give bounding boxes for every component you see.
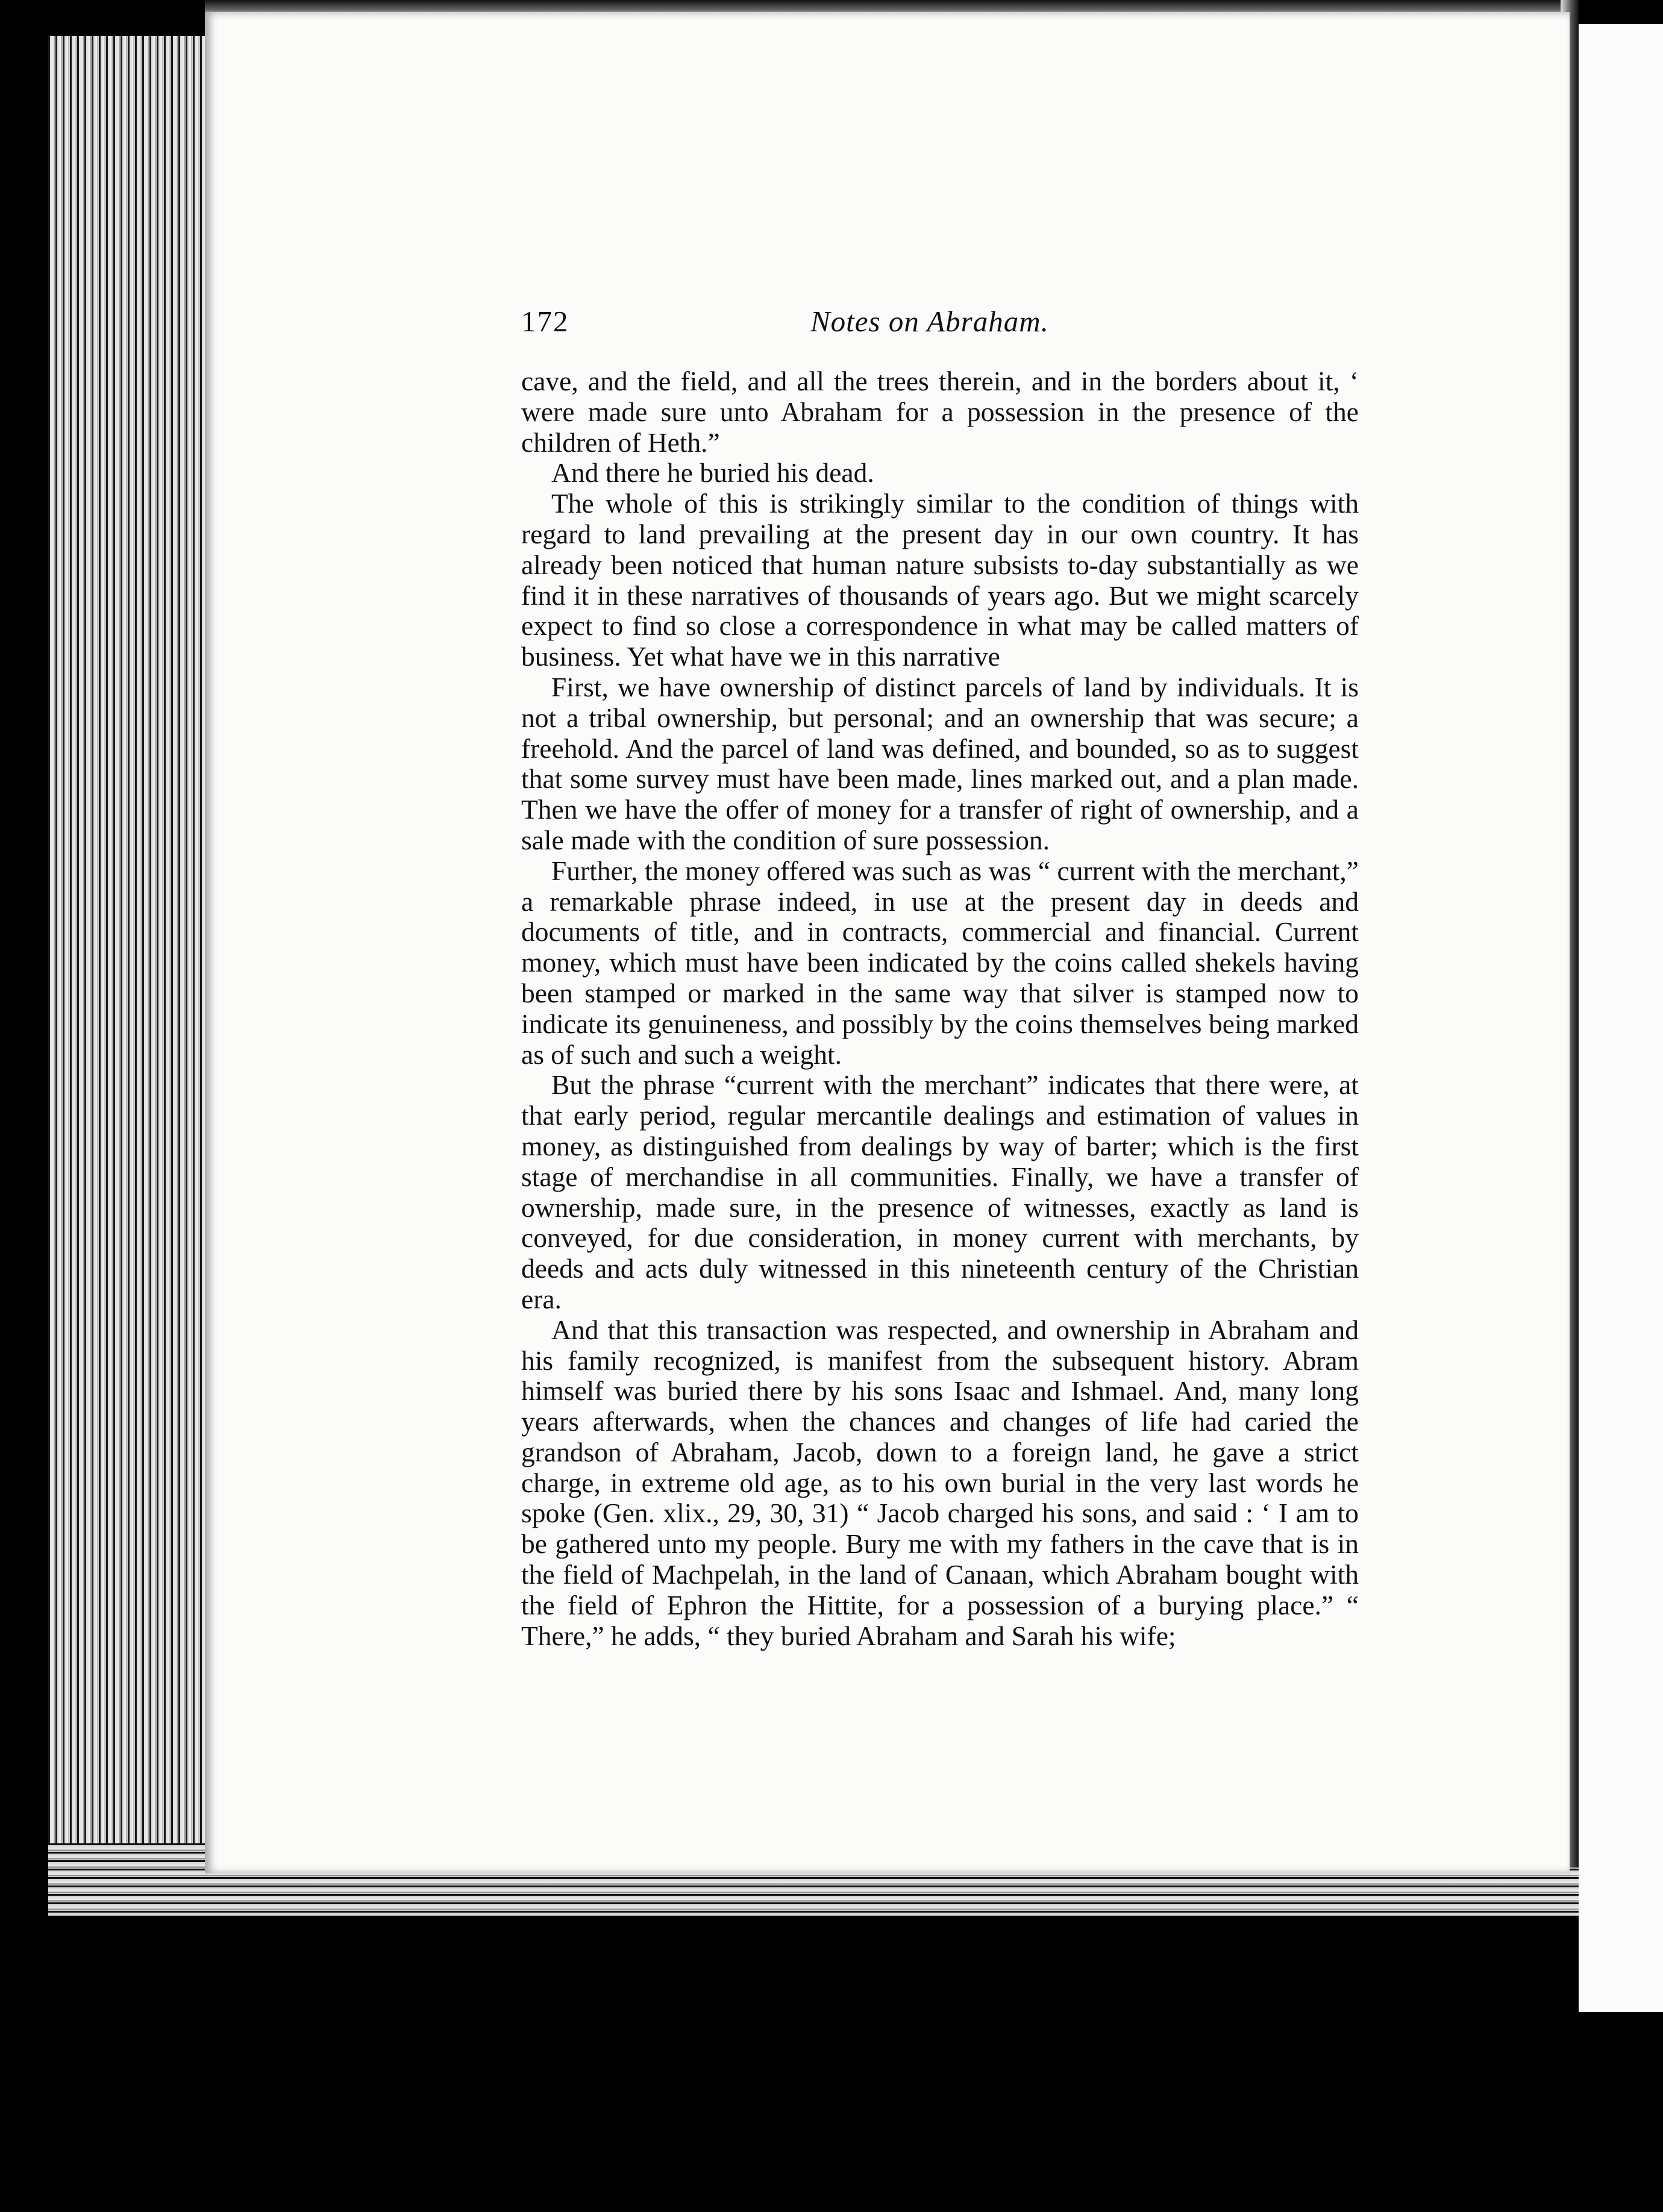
page-header [521, 304, 1365, 346]
facing-page [1579, 24, 1663, 2012]
paragraph: Further, the money offered was such as was “ current with the merchant,” a remarkable phrase indeed, in use at the present day in deeds and documents of title, and in contracts, commercial and financial. Current money, which must have been indicated by the coins called shekels having been stamped or marked in the same way that silver is stamped now to indicate its genuineness, and possibly by the coins themselves being marked as of such and such a weight. [521, 855, 1359, 1070]
paragraph: And that this transaction was respected, and ownership in Abraham and his family recognized, is manifest from the subsequent history. Abram himself was buried there by his sons Isaac and Ishmael. And, many long years afterwards, when the chances and changes of life had caried the grandson of Abraham, Jacob, down to a foreign land, he gave a strict charge, in extreme old age, as to his own burial in the very last words he spoke (Gen. xlix., 29, 30, 31) “ Jacob charged his sons, and said : ‘ I am to be gathered unto my people. Bury me with my fathers in the cave that is in the field of Machpelah, in the land of Canaan, which Abraham bought with the field of Ephron the Hittite, for a possession of a burying place.” “ There,” he adds, “ they buried Abraham and Sarah his wife; [521, 1314, 1359, 1651]
page-stack-edge [48, 36, 229, 1879]
page-number: 172 [521, 305, 569, 338]
paragraph: The whole of this is strikingly similar to the condition of things with regard to land prevailing at the present day in our own country. It has already been noticed that human nature subsists to-day substantially as we find it in these narratives of thousands of years ago. But we might scarcely expect to find so close a correspondence in what may be called matters of business. Yet what have we in this narrative [521, 488, 1359, 672]
paragraph: cave, and the field, and all the trees therein, and in the borders about it, ‘ were made sure unto Abraham for a possession in the presence of the children of Heth.” [521, 366, 1359, 458]
paragraph: First, we have ownership of distinct parcels of land by individuals. It is not a tribal ownership, but personal; and an ownership that was secure; a freehold. And the parcel of land was defined, and bounded, so as to suggest that some survey must have been made, lines marked out, and a plan made. Then we have the offer of money for a transfer of right of ownership, and a sale made with the condition of sure possession. [521, 671, 1359, 855]
running-title: Notes on Abraham. [810, 305, 1049, 338]
paragraph: And there he buried his dead. [551, 457, 874, 489]
body-text [521, 366, 1359, 1651]
paragraph: But the phrase “current with the merchant” indicates that there were, at that early period, regular mercantile dealings and estimation of values in money, as distinguished from dealings by way of barter; which is the first stage of merchandise in all communities. Finally, we have a transfer of ownership, made sure, in the presence of witnesses, exactly as land is conveyed, for due consideration, in money current with merchants, by deeds and acts duly witnessed in this nineteenth century of the Christian era. [521, 1069, 1359, 1314]
